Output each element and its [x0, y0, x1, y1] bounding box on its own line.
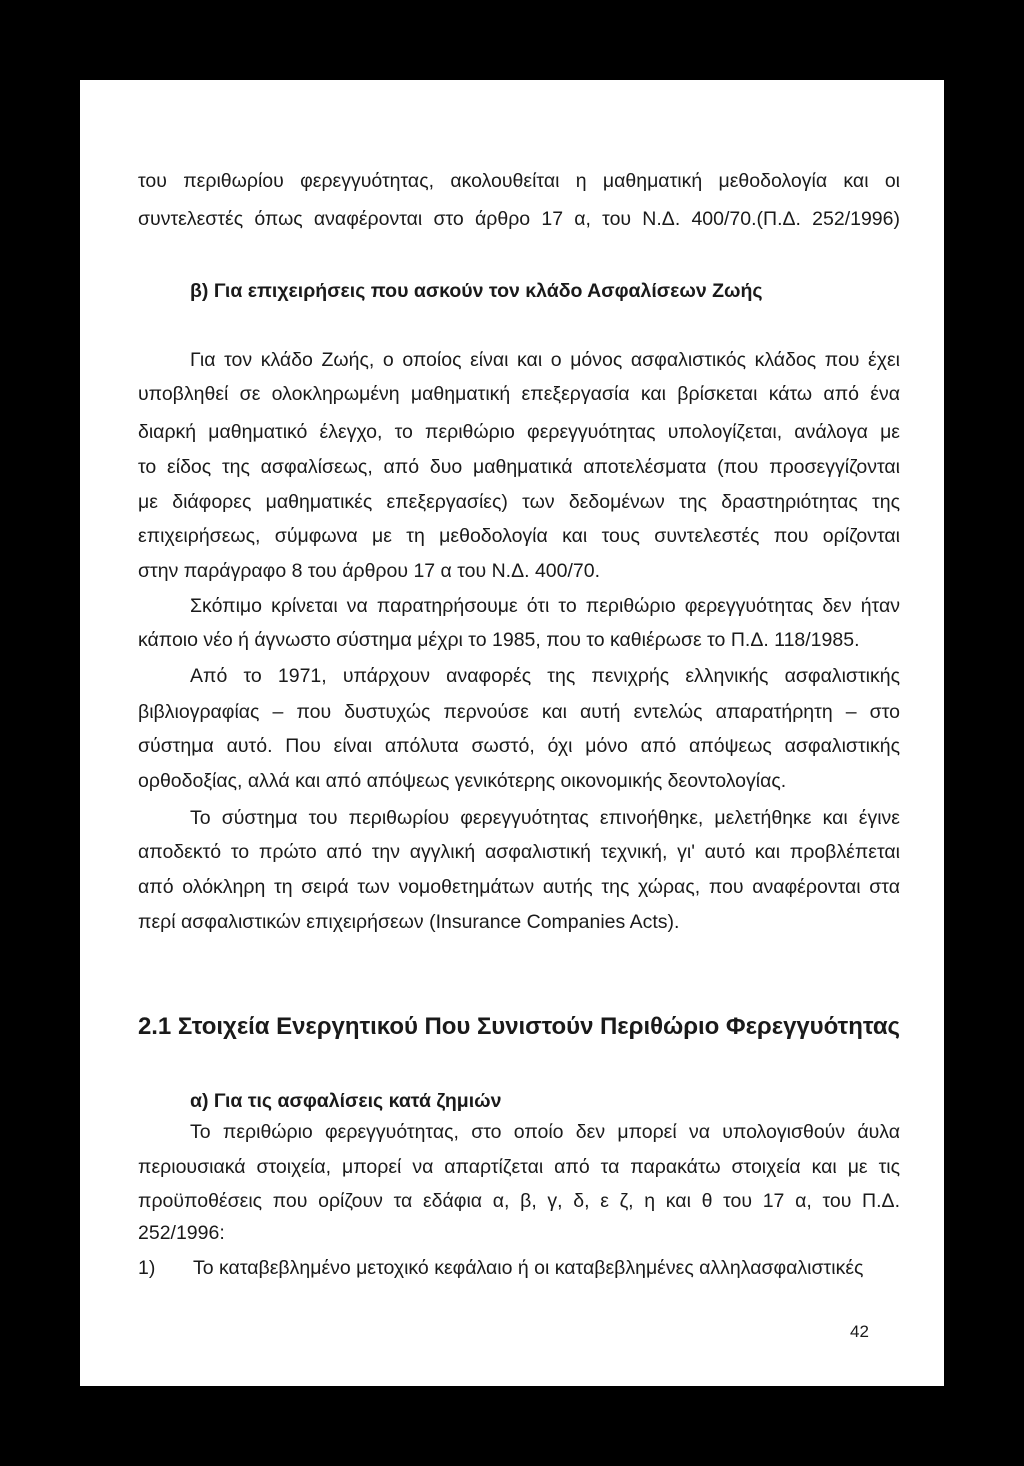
text-line: συντελεστές όπως αναφέρονται στο άρθρο 17 α, του Ν.Δ. 400/70.(Π.Δ. 252/1996) [138, 208, 900, 230]
text-line: Σκόπιμο κρίνεται να παρατηρήσουμε ότι το περιθώριο φερεγγυότητας δεν ήταν [190, 595, 900, 617]
text-line: υποβληθεί σε ολοκληρωμένη μαθηματική επεξεργασία και βρίσκεται κάτω από ένα [138, 383, 900, 405]
text-line: βιβλιογραφίας – που δυστυχώς περνούσε και αυτή εντελώς απαρατήρητη – στο [138, 701, 900, 723]
subsection-heading: α) Για τις ασφαλίσεις κατά ζημιών [190, 1090, 502, 1112]
list-item-text: Το καταβεβλημένο μετοχικό κεφάλαιο ή οι καταβεβλημένες αλληλασφαλιστικές [193, 1257, 864, 1279]
text-line: από ολόκληρη τη σειρά των νομοθετημάτων αυτής της χώρας, που αναφέρονται στα [138, 876, 900, 898]
text-line: Το σύστημα του περιθωρίου φερεγγυότητας επινοήθηκε, μελετήθηκε και έγινε [190, 807, 900, 829]
page-number: 42 [850, 1322, 869, 1341]
text-line: Για τον κλάδο Ζωής, ο οποίος είναι και ο μόνος ασφαλιστικός κλάδος που έχει [190, 349, 900, 371]
section-heading: β) Για επιχειρήσεις που ασκούν τον κλάδο Ασφαλίσεων Ζωής [190, 280, 763, 302]
text-line: Το περιθώριο φερεγγυότητας, στο οποίο δεν μπορεί να υπολογισθούν άυλα [190, 1121, 900, 1143]
text-line: περιουσιακά στοιχεία, μπορεί να απαρτίζεται από τα παρακάτω στοιχεία και με τις [138, 1156, 900, 1178]
text-line: Από το 1971, υπάρχουν αναφορές της πενιχρής ελληνικής ασφαλιστικής [190, 665, 900, 687]
text-line: στην παράγραφο 8 του άρθρου 17 α του Ν.Δ. 400/70. [138, 560, 601, 582]
chapter-heading: 2.1 Στοιχεία Ενεργητικού Που Συνιστούν Περιθώριο Φερεγγυότητας [138, 1013, 900, 1040]
text-line: περί ασφαλιστικών επιχειρήσεων (Insurance Companies Acts). [138, 911, 680, 933]
text-line: του περιθωρίου φερεγγυότητας, ακολουθείται η μαθηματική μεθοδολογία και οι [138, 170, 900, 192]
text-line: κάποιο νέο ή άγνωστο σύστημα μέχρι το 1985, που το καθιέρωσε το Π.Δ. 118/1985. [138, 629, 860, 651]
text-line: με διάφορες μαθηματικές επεξεργασίες) των δεδομένων της δραστηριότητας της [138, 491, 900, 513]
text-line: επιχειρήσεως, σύμφωνα με τη μεθοδολογία και τους συντελεστές που ορίζονται [138, 525, 900, 547]
text-line: το είδος της ασφαλίσεως, από δυο μαθηματικά αποτελέσματα (που προσεγγίζονται [138, 456, 900, 478]
list-item [138, 1253, 900, 1283]
text-line: προϋποθέσεις που ορίζουν τα εδάφια α, β, γ, δ, ε ζ, η και θ του 17 α, του Π.Δ. [138, 1190, 900, 1212]
list-item-number: 1) [138, 1257, 156, 1279]
text-line: σύστημα αυτό. Που είναι απόλυτα σωστό, όχι μόνο από απόψεως ασφαλιστικής [138, 735, 900, 757]
text-line: 252/1996: [138, 1222, 225, 1244]
text-line: αποδεκτό το πρώτο από την αγγλική ασφαλιστική τεχνική, γι' αυτό και προβλέπεται [138, 841, 900, 863]
text-line: ορθοδοξίας, αλλά και από απόψεως γενικότερης οικονομικής δεοντολογίας. [138, 770, 787, 792]
text-line: διαρκή μαθηματικό έλεγχο, το περιθώριο φερεγγυότητας υπολογίζεται, ανάλογα με [138, 421, 900, 443]
